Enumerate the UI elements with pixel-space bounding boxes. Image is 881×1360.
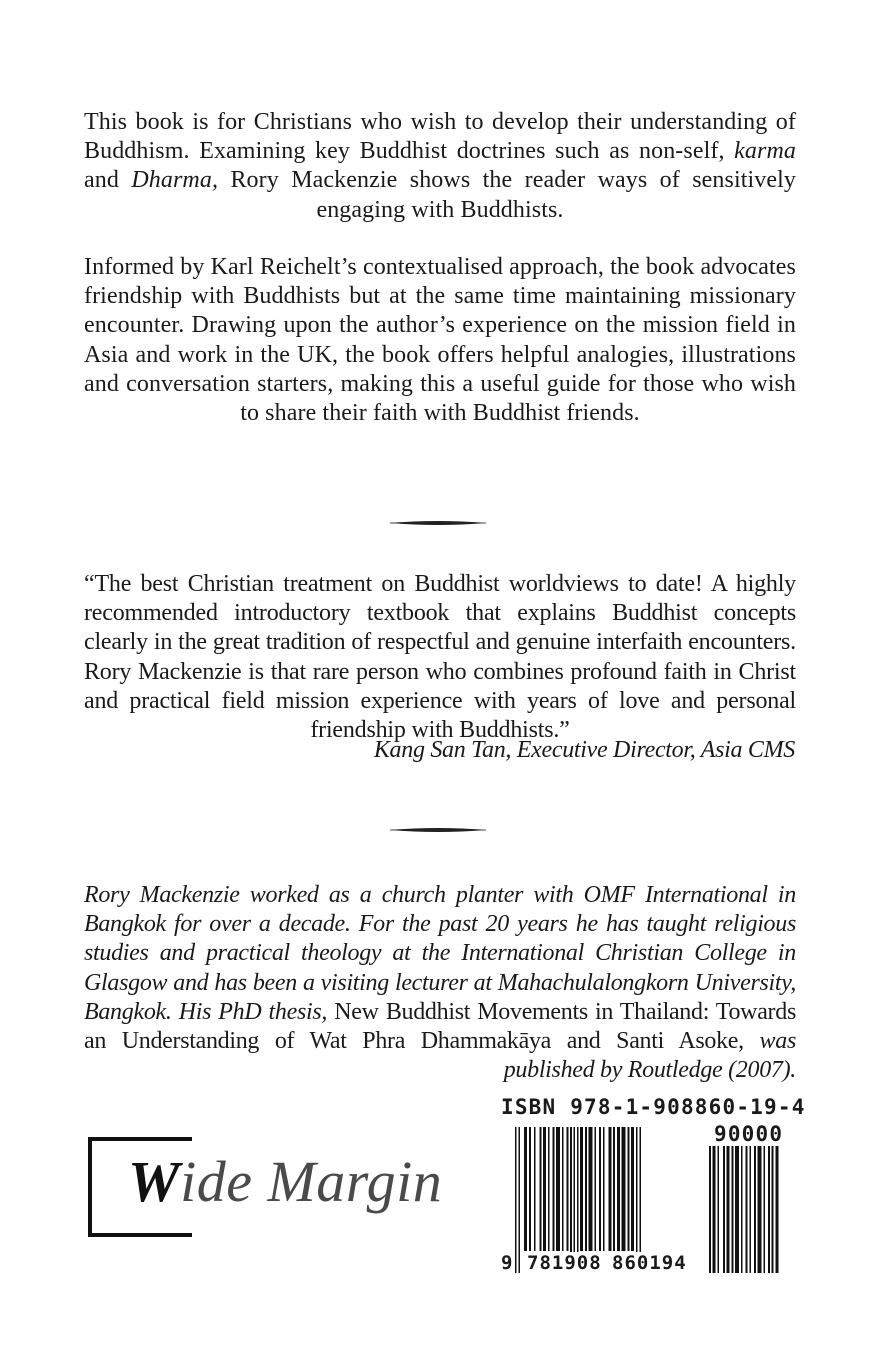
isbn-label: ISBN 978-1-908860-19-4 <box>501 1095 806 1119</box>
description-and: and <box>84 167 132 194</box>
barcode-bar <box>617 1127 620 1251</box>
barcode-bar <box>599 1127 601 1251</box>
description-paragraph-2: Informed by Karl Reichelt’s contextualised approach, the book advocates friendship with Buddhists but at the same time maintaining missionary encounter. Drawing upon the author’s experience on the mission field in Asia and work in the UK, the book offers helpful analogies, illustrations and conversation starters, making this a useful guide for those who wish to share their faith with Buddhist friends. <box>84 254 796 427</box>
barcode-bar <box>713 1146 716 1273</box>
barcode-bar <box>595 1127 597 1251</box>
barcode-bar <box>529 1127 531 1251</box>
dharma-term: Dharma, <box>131 167 219 194</box>
price-code: 90000 <box>714 1122 784 1146</box>
description-text-b: Rory Mackenzie shows the reader ways of sensitively engaging with Buddhists. <box>218 167 796 223</box>
barcode-bar <box>543 1127 546 1251</box>
barcode-bar <box>735 1146 739 1273</box>
logo-initial: W <box>128 1149 181 1214</box>
barcode-bar <box>758 1146 762 1273</box>
barcode-bar <box>562 1127 564 1251</box>
barcode-bar <box>622 1127 626 1251</box>
ean-right-digits: 860194 <box>612 1252 687 1274</box>
barcode-bar <box>750 1146 752 1273</box>
price-barcode-bars <box>709 1146 795 1273</box>
ornament-divider-1 <box>390 519 486 527</box>
barcode-bar <box>776 1146 779 1273</box>
endorsement-attribution: Kang San Tan, Executive Director, Asia CMS <box>373 737 795 763</box>
barcode-bar <box>609 1127 612 1251</box>
barcode-bar <box>589 1127 593 1251</box>
barcode-bar <box>727 1146 730 1273</box>
author-bio-text-a: Rory Mackenzie worked as a church planter with OMF International in Bangkok for over a decade. For the past 20 years he has taught religious studies and practical theology at the International Christian College in Glasgow and has been a visiting lecturer at Mahachulalongkorn University, Bangkok. His PhD thesis, <box>84 882 796 1025</box>
barcode-bar <box>548 1127 550 1251</box>
barcode-bar <box>540 1127 542 1251</box>
barcode-bar <box>580 1127 583 1251</box>
barcode-bar <box>746 1146 748 1273</box>
barcode-bar <box>723 1146 725 1273</box>
ean-left-digits: 781908 <box>527 1252 602 1274</box>
barcode-bar <box>718 1146 720 1273</box>
barcode-bar <box>515 1127 517 1273</box>
barcode-bar <box>741 1146 743 1273</box>
barcode-bar <box>772 1146 774 1273</box>
barcode-bar <box>603 1127 605 1251</box>
barcode-bar <box>709 1146 711 1273</box>
barcode-bar <box>556 1127 560 1251</box>
barcode-bar <box>585 1127 587 1251</box>
karma-term: karma <box>734 138 796 165</box>
barcode-bar <box>524 1127 527 1251</box>
barcode-bar <box>754 1146 756 1273</box>
barcode-bar <box>768 1146 770 1273</box>
ean-first-digit: 9 <box>501 1252 514 1274</box>
description-paragraph-1 <box>84 108 796 225</box>
endorsement-quote: “The best Christian treatment on Buddhist worldviews to date! A highly recommended introductory textbook that explains Buddhist concepts clearly in the great tradition of respectful and genuine interfaith encounters. Rory Mackenzie is that rare person who combines profound faith in Christ and practical field mission experience with years of love and personal friendship with Buddhists.” <box>84 571 796 744</box>
author-bio <box>84 881 796 1085</box>
barcode-bar <box>764 1146 766 1273</box>
barcode-bar <box>613 1127 615 1251</box>
barcode-bar <box>553 1127 555 1251</box>
description-text-a: This book is for Christians who wish to develop their understanding of Buddhism. Examining key Buddhist doctrines such as non-self, <box>84 109 796 165</box>
ornament-divider-2 <box>390 826 486 834</box>
barcode-bar <box>628 1127 630 1251</box>
barcode-bar <box>631 1127 634 1251</box>
barcode-bar <box>732 1146 734 1273</box>
barcode-bar <box>519 1127 521 1273</box>
author-bio-text-b: was published by Routledge (2007). <box>503 1028 796 1084</box>
logo-rest: ide Margin <box>180 1149 443 1214</box>
barcode-bar <box>534 1127 536 1251</box>
barcode-bar <box>567 1127 569 1251</box>
logo-wordmark <box>128 1148 442 1215</box>
thesis-title: New Buddhist Movements in Thailand: Towards an Understanding of Wat Phra Dhammakāya and Santi Asoke, <box>84 998 796 1055</box>
